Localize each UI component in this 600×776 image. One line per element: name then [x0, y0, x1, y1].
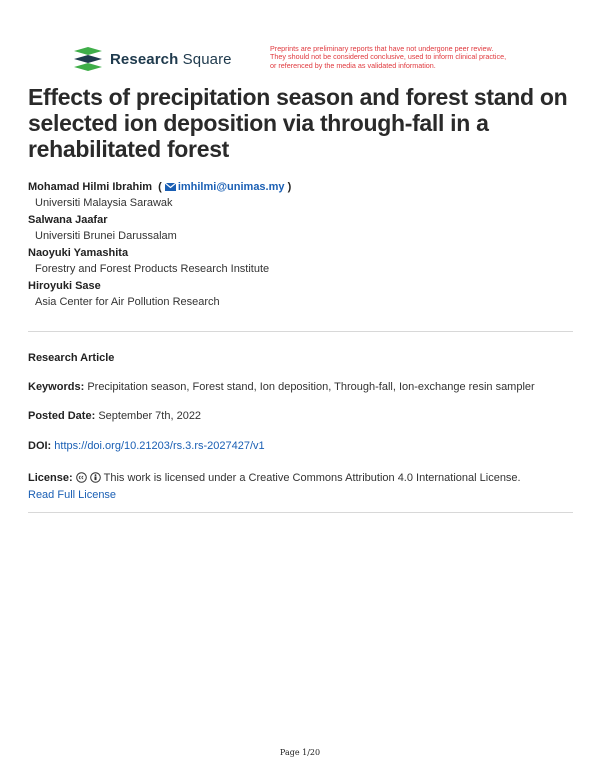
preprint-notice: [270, 45, 560, 70]
posted-date-value: September 7th, 2022: [98, 410, 202, 422]
doi-link[interactable]: https://doi.org/10.21203/rs.3.rs-2027427/v1: [54, 440, 265, 452]
keywords: [28, 381, 573, 393]
author-affiliation: Asia Center for Air Pollution Research: [35, 296, 220, 308]
license-label: License:: [28, 472, 73, 484]
license-text: This work is licensed under a Creative Commons Attribution 4.0 International License.: [103, 472, 521, 484]
logo-text: Research Square: [110, 50, 232, 68]
posted-date-label: Posted Date:: [28, 410, 96, 422]
divider: [28, 331, 573, 332]
divider: [28, 512, 573, 513]
header: [0, 0, 600, 80]
attribution-icon: [90, 472, 101, 483]
author-name: Salwana Jaafar: [28, 214, 108, 226]
keywords-label: Keywords:: [28, 381, 85, 393]
author-affiliation: Universiti Malaysia Sarawak: [35, 197, 173, 209]
notice-line: Preprints are preliminary reports that have not undergone peer review.: [270, 44, 494, 53]
doi-label: DOI:: [28, 440, 52, 452]
author-name: Mohamad Hilmi Ibrahim ( imhilmi@unimas.my ): [28, 181, 292, 193]
research-square-logo[interactable]: [74, 47, 232, 71]
posted-date: [28, 410, 573, 422]
keywords-value: Precipitation season, Forest stand, Ion deposition, Through-fall, Ion-exchange resin sampler: [87, 381, 535, 393]
article-type: Research Article: [28, 352, 115, 364]
doi: [28, 440, 573, 452]
author-affiliation: Forestry and Forest Products Research Institute: [35, 263, 270, 275]
author-affiliation: Universiti Brunei Darussalam: [35, 230, 177, 242]
mail-icon: [165, 183, 176, 191]
read-full-license-link[interactable]: Read Full License: [28, 489, 117, 501]
notice-line: They should not be considered conclusive, used to inform clinical practice,: [270, 52, 507, 62]
author-name: Naoyuki Yamashita: [28, 247, 129, 259]
research-square-logo-icon: [74, 47, 102, 71]
author-email[interactable]: ( imhilmi@unimas.my ): [158, 181, 292, 193]
notice-line: or referenced by the media as validated information.: [270, 60, 436, 70]
author-list: [28, 180, 573, 312]
creative-commons-icon: [76, 472, 87, 483]
paper-title: Effects of precipitation season and forest stand on selected ion deposition via through-fall in a rehabilitated forest: [28, 84, 568, 162]
license: [28, 470, 573, 504]
page-number: Page 1/20: [279, 748, 321, 757]
author-name: Hiroyuki Sase: [28, 280, 101, 292]
